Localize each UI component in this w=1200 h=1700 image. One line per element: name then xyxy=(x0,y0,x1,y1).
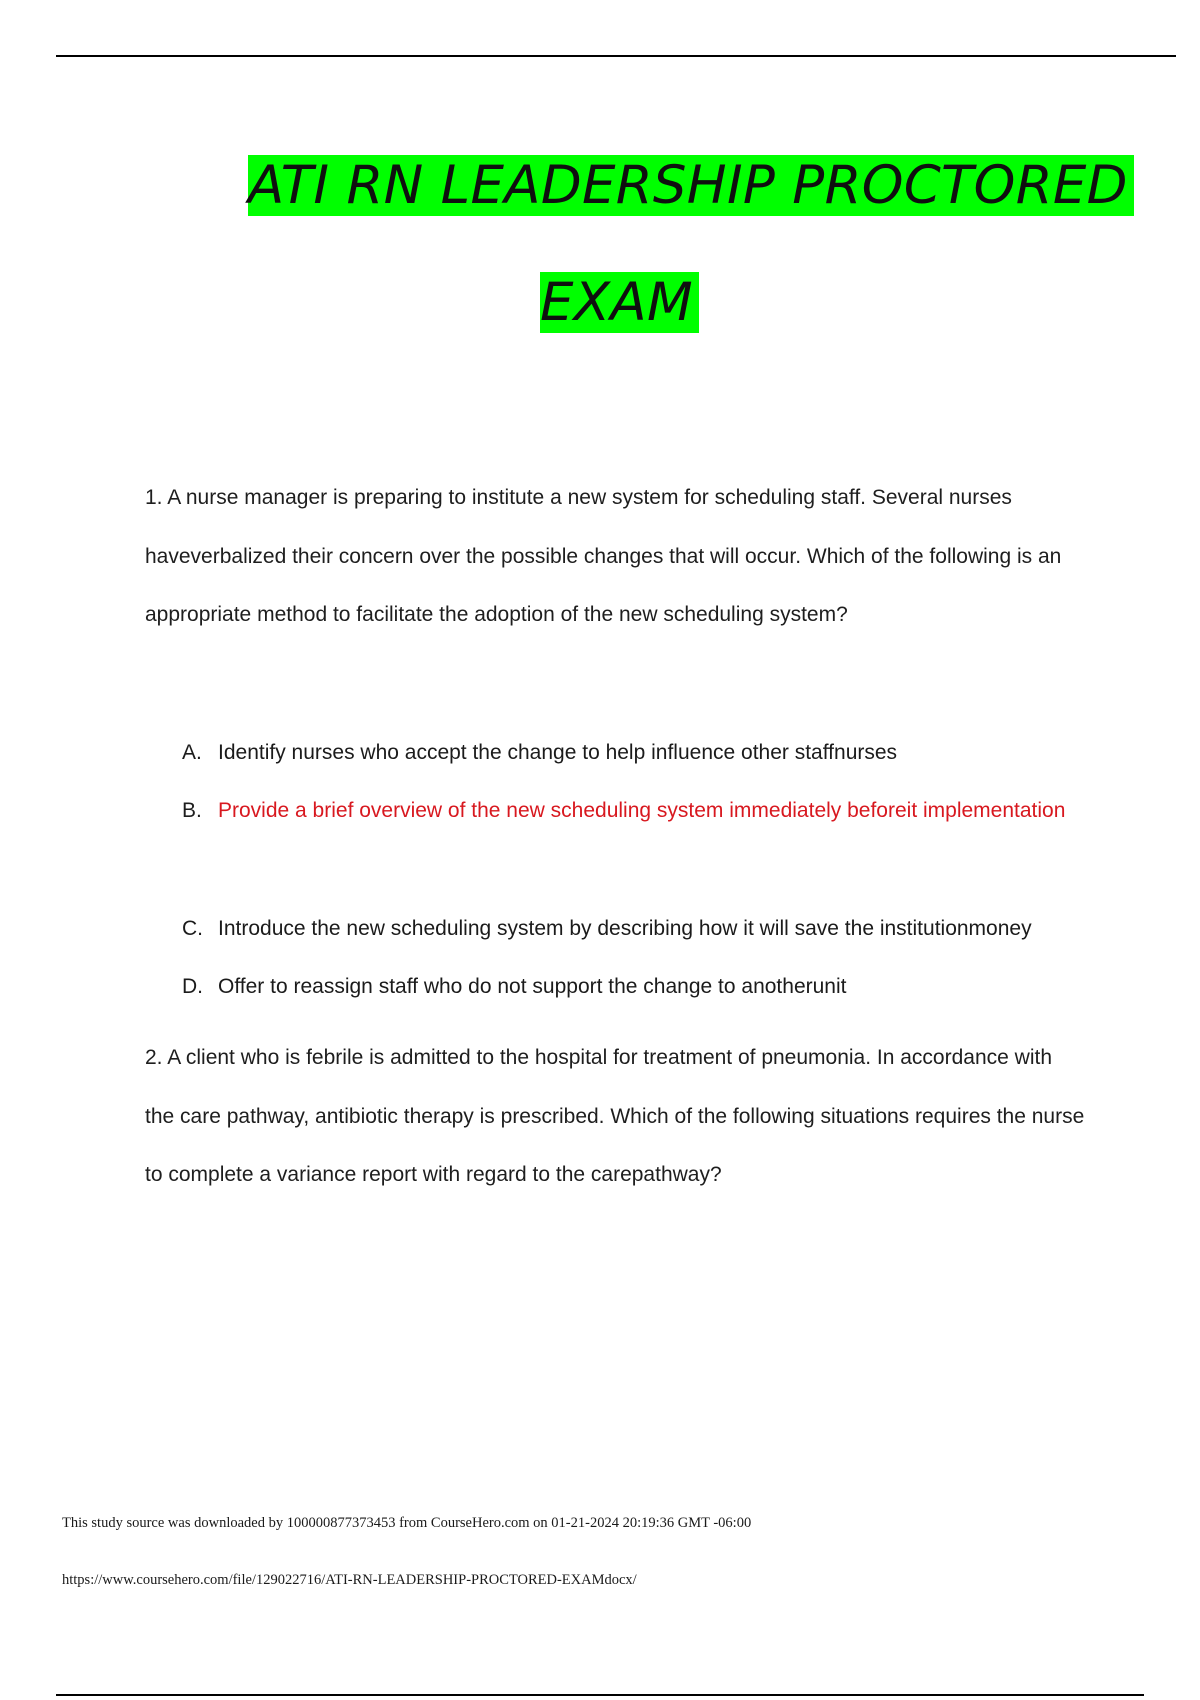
option-text: Identify nurses who accept the change to help influence other staffnurses xyxy=(218,741,898,764)
document-title-line-1 xyxy=(248,155,1134,217)
question-1-options xyxy=(182,724,1102,1016)
document-title-line-2 xyxy=(540,272,699,334)
download-note: This study source was downloaded by 100000877373453 from CourseHero.com on 01-21-2024 20:19:36 GMT -06:00 xyxy=(62,1515,752,1531)
option-d xyxy=(182,958,1102,1016)
option-text: Offer to reassign staff who do not support the change to anotherunit xyxy=(218,975,847,998)
option-b-highlighted-answer xyxy=(182,782,1102,900)
option-a xyxy=(182,724,1102,782)
option-letter: A. xyxy=(182,741,202,764)
top-rule xyxy=(56,55,1176,57)
title-highlight-2: EXAM xyxy=(540,272,699,333)
title-highlight-1: ATI RN LEADERSHIP PROCTORED xyxy=(248,155,1134,216)
option-letter: D. xyxy=(182,975,203,998)
option-letter: C. xyxy=(182,917,203,940)
option-text: Provide a brief overview of the new scheduling system immediately beforeit implementation xyxy=(218,799,1066,822)
option-letter: B. xyxy=(182,799,202,822)
option-c xyxy=(182,900,1102,958)
question-2-stem: 2. A client who is febrile is admitted to the hospital for treatment of pneumonia. In accordance with the care pathway, antibiotic therapy is prescribed. Which of the following situations requires the nurse to complete a variance report with regard to the carepathway? xyxy=(145,1046,1085,1186)
source-url-link[interactable]: https://www.coursehero.com/file/129022716/ATI-RN-LEADERSHIP-PROCTORED-EXAMdocx/ xyxy=(62,1572,637,1588)
question-1-stem: 1. A nurse manager is preparing to institute a new system for scheduling staff. Several nurses haveverbalized their concern over the possible changes that will occur. Which of the following is an appropriate method to facilitate the adoption of the new scheduling system? xyxy=(145,486,1062,626)
bottom-rule xyxy=(56,1694,1144,1696)
option-text: Introduce the new scheduling system by describing how it will save the institutionmoney xyxy=(218,917,1032,940)
